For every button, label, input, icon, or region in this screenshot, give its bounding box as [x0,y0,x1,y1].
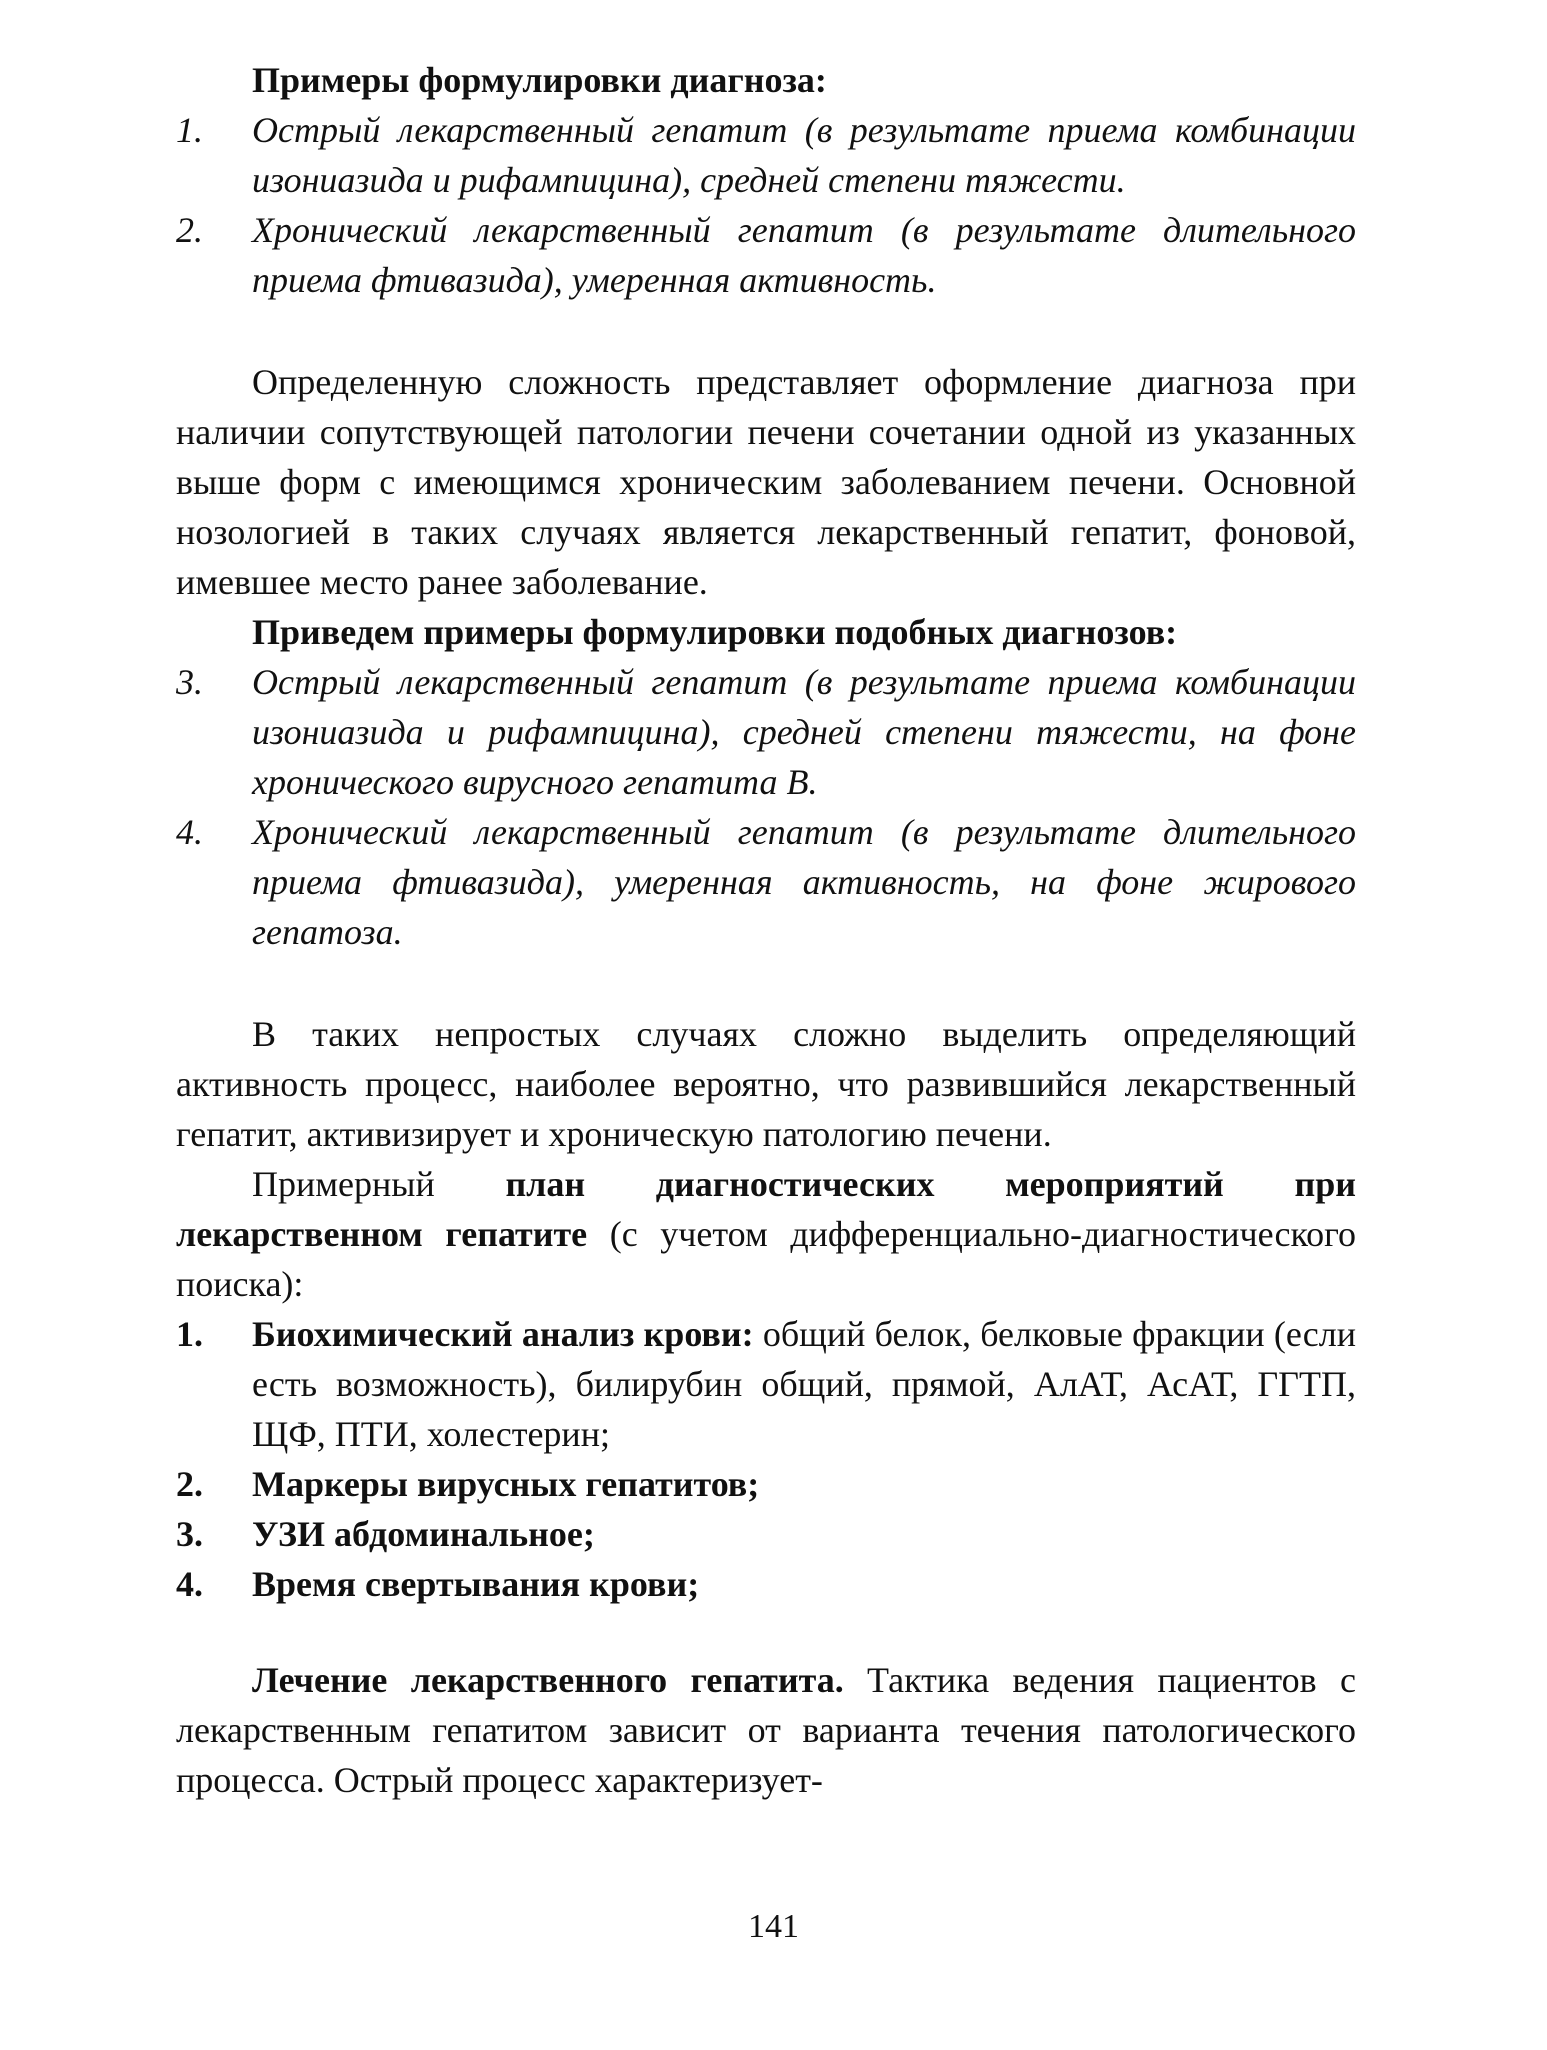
list-item [176,657,1356,807]
list-item-title: УЗИ абдоминальное; [252,1514,595,1554]
examples-heading-2: Приведем примеры формулировки подобных диагнозов: [252,612,1178,652]
treatment-text: Тактика ведения пациентов с лекарственным гепатитом зависит от варианта течения патологического процесса. Острый процесс характеризует- [176,1660,1356,1800]
diagnostic-plan-list [176,1309,1356,1609]
list-item-text: Хронический лекарственный гепатит (в результате длительного приема фтивазида), умеренная активность, на фоне жирового гепатоза. [252,812,1356,952]
paragraph-treatment [176,1655,1356,1805]
list-item-number: 3. [176,1514,203,1554]
treatment-title: Лечение лекарственного гепатита. [252,1660,844,1700]
list-item-title: Время свертывания крови; [252,1564,700,1604]
plan-intro-bold: план диагностических мероприятий при лекарственном гепатите [176,1164,1356,1254]
list-item-number: 4. [176,812,203,852]
page-number: 141 [748,1908,799,1945]
list-item [176,1509,1356,1559]
list-item-number: 2. [176,210,203,250]
list-item-number: 1. [176,1314,203,1354]
list-item-text: общий белок, белковые фракции (если есть возможность), билирубин общий, прямой, АлАТ, АсАТ, ГГТП, ЩФ, ПТИ, холестерин; [252,1314,1356,1454]
page-content [176,55,1356,1805]
examples-list [176,105,1356,305]
list-item [176,1459,1356,1509]
list-item-title: Биохимический анализ крови: [252,1314,754,1354]
list-item-number: 1. [176,110,203,150]
plan-intro-end: (с учетом дифференциально-диагностического поиска): [176,1214,1356,1304]
list-item [176,1559,1356,1609]
list-item [176,205,1356,305]
list-item-text: Острый лекарственный гепатит (в результате приема комбинации изониазида и рифампицина), средней степени тяжести, на фоне хронического вирусного гепатита В. [252,662,1356,802]
list-item [176,105,1356,205]
list-item [176,807,1356,957]
list-item-number: 2. [176,1464,203,1504]
list-item-text: Острый лекарственный гепатит (в результате приема комбинации изониазида и рифампицина), средней степени тяжести. [252,110,1356,200]
examples-heading: Примеры формулировки диагноза: [252,60,827,100]
list-item-title: Маркеры вирусных гепатитов; [252,1464,760,1504]
list-item-text: Хронический лекарственный гепатит (в результате длительного приема фтивазида), умеренная активность. [252,210,1356,300]
plan-intro [176,1159,1356,1309]
paragraph-complex-cases: В таких непростых случаях сложно выделить определяющий активность процесс, наиболее вероятно, что развившийся лекарственный гепатит, активизирует и хроническую патологию печени. [176,1014,1356,1154]
list-item-number: 4. [176,1564,203,1604]
plan-intro-start: Примерный [252,1164,506,1204]
list-item [176,1309,1356,1459]
list-item-number: 3. [176,662,203,702]
examples-list-2 [176,657,1356,957]
paragraph-comorbidity: Определенную сложность представляет оформление диагноза при наличии сопутствующей патологии печени сочетании одной из указанных выше форм с имеющимся хроническим заболеванием печени. Основной нозологией в таких случаях является лекарственный гепатит, фоновой, имевшее место ранее заболевание. [176,362,1356,602]
